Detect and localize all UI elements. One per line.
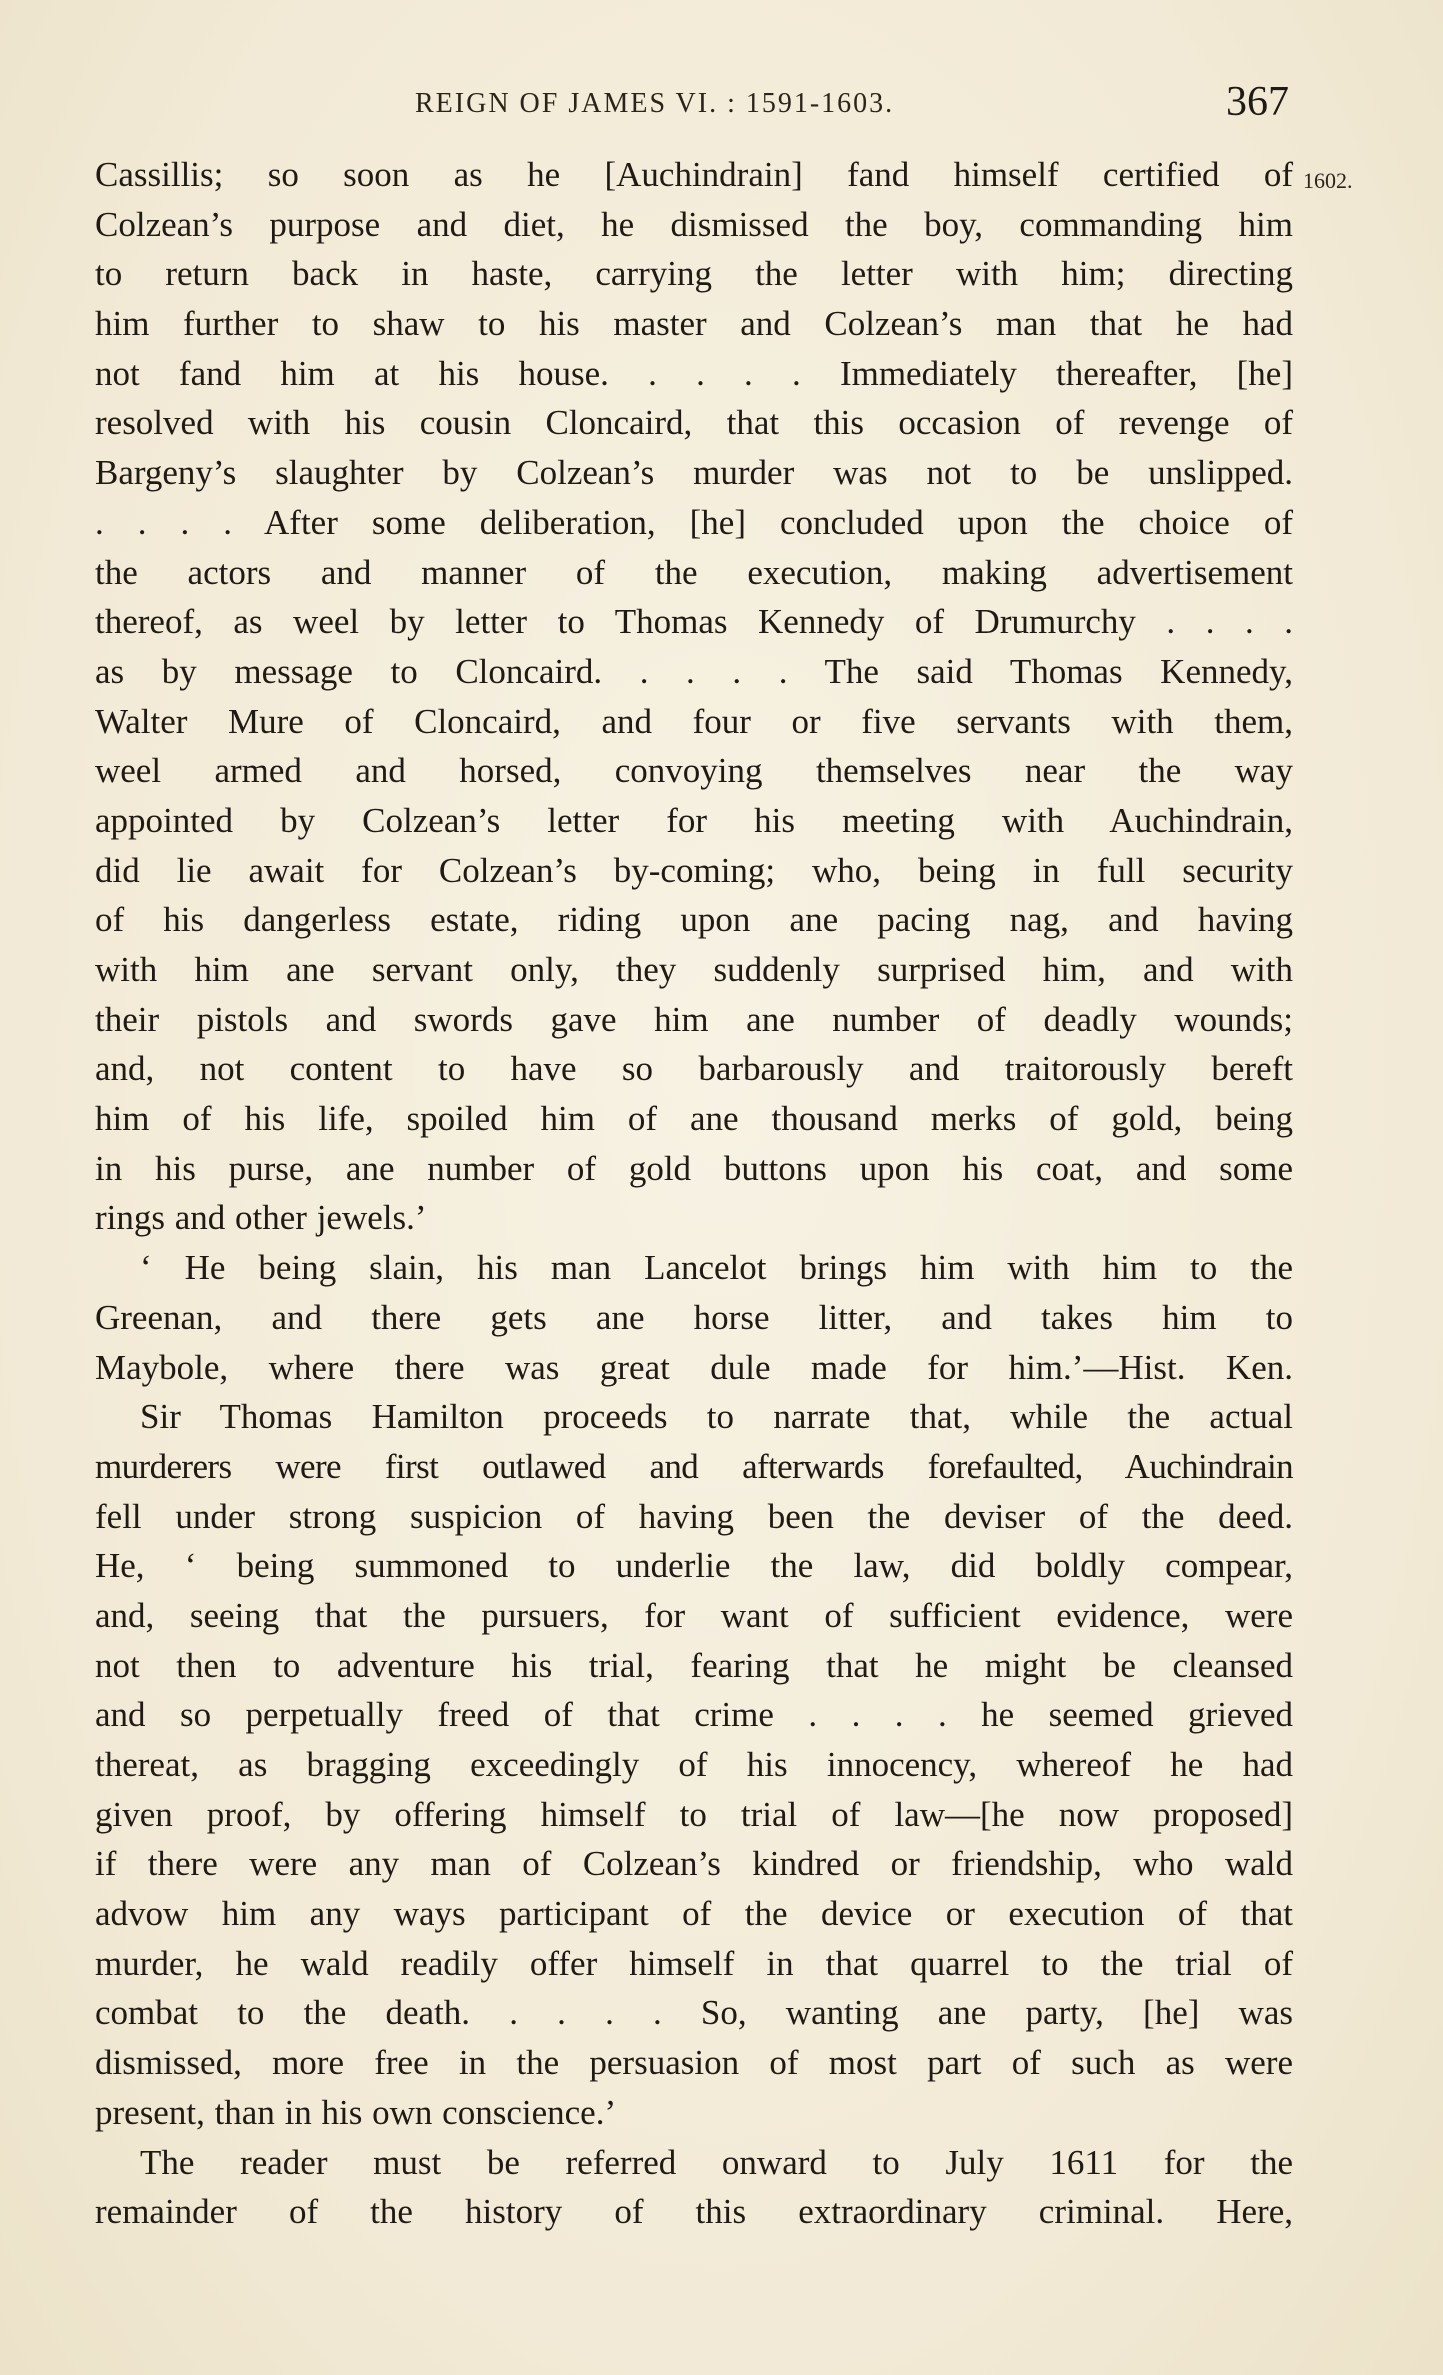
running-head [0, 78, 1443, 128]
text-line: Maybole, where there was great dule made for him.’—Hist. Ken. [95, 1347, 1293, 1387]
text-line: not then to adventure his trial, fearing that he might be cleansed [95, 1645, 1293, 1685]
text-line: to return back in haste, carrying the letter with him; directing [95, 254, 1293, 294]
text-line: rings and other jewels.’ [95, 1198, 427, 1238]
text-line: Colzean’s purpose and diet, he dismissed the boy, commanding him [95, 204, 1293, 244]
text-line: weel armed and horsed, convoying themselves near the way [95, 751, 1293, 791]
text-line: dismissed, more free in the persuasion of most part of such as were [95, 2043, 1293, 2083]
text-line: their pistols and swords gave him ane number of deadly wounds; [95, 999, 1293, 1039]
text-line: appointed by Colzean’s letter for his meeting with Auchindrain, [95, 800, 1293, 840]
text-line: thereof, as weel by letter to Thomas Kennedy of Drumurchy . . . . [95, 602, 1293, 642]
text-line: him further to shaw to his master and Colzean’s man that he had [95, 304, 1293, 344]
margin-date-note: 1602. [1303, 168, 1353, 193]
text-line: Greenan, and there gets ane horse litter, and takes him to [95, 1297, 1293, 1337]
text-line: combat to the death. . . . . So, wanting ane party, [he] was [95, 1993, 1293, 2033]
text-line: in his purse, ane number of gold buttons upon his coat, and some [95, 1148, 1293, 1188]
text-line: Bargeny’s slaughter by Colzean’s murder was not to be unslipped. [95, 453, 1293, 493]
text-line: as by message to Cloncaird. . . . . The said Thomas Kennedy, [95, 651, 1293, 691]
text-line: him of his life, spoiled him of ane thousand merks of gold, being [95, 1099, 1293, 1139]
text-line: of his dangerless estate, riding upon ane pacing nag, and having [95, 900, 1293, 940]
text-line: with him ane servant only, they suddenly surprised him, and with [95, 950, 1293, 989]
text-line: and, seeing that the pursuers, for want of sufficient evidence, were [95, 1595, 1293, 1635]
text-line: Cassillis; so soon as he [Auchindrain] fand himself certified of [95, 155, 1293, 194]
text-line: murder, he wald readily offer himself in that quarrel to the trial of [95, 1943, 1293, 1983]
text-line: present, than in his own conscience.’ [95, 2092, 617, 2132]
text-line: murderers were first outlawed and afterwards forefaulted, Auchindrain [95, 1446, 1293, 1486]
running-title: REIGN OF JAMES VI. : 1591-1603. [415, 88, 895, 119]
text-line: not fand him at his house. . . . . Immediately thereafter, [he] [95, 353, 1293, 393]
text-line: The reader must be referred onward to July 1611 for the [140, 2142, 1293, 2182]
text-line: Walter Mure of Cloncaird, and four or five servants with them, [95, 701, 1293, 741]
text-line: He, ‘ being summoned to underlie the law, did boldly compear, [95, 1546, 1293, 1586]
text-line: the actors and manner of the execution, making advertisement [95, 552, 1293, 592]
text-line: Sir Thomas Hamilton proceeds to narrate that, while the actual [140, 1397, 1293, 1437]
body-text [95, 150, 1293, 2237]
text-line: . . . . After some deliberation, [he] concluded upon the choice of [95, 502, 1293, 542]
text-line: and, not content to have so barbarously and traitorously bereft [95, 1049, 1293, 1089]
text-line: if there were any man of Colzean’s kindred or friendship, who wald [95, 1844, 1293, 1884]
text-line: thereat, as bragging exceedingly of his innocency, whereof he had [95, 1745, 1293, 1784]
text-line: remainder of the history of this extraordinary criminal. Here, [95, 2192, 1293, 2232]
text-line: advow him any ways participant of the device or execution of that [95, 1894, 1293, 1934]
text-line: resolved with his cousin Cloncaird, that this occasion of revenge of [95, 403, 1293, 443]
page-number: 367 [1226, 79, 1289, 125]
text-line: fell under strong suspicion of having been the deviser of the deed. [95, 1496, 1293, 1536]
text-line: did lie await for Colzean’s by-coming; who, being in full security [95, 850, 1293, 890]
text-line: ‘ He being slain, his man Lancelot brings him with him to the [140, 1248, 1293, 1288]
text-line: given proof, by offering himself to trial of law—[he now proposed] [95, 1794, 1293, 1834]
text-line: and so perpetually freed of that crime . . . . he seemed grieved [95, 1695, 1293, 1735]
